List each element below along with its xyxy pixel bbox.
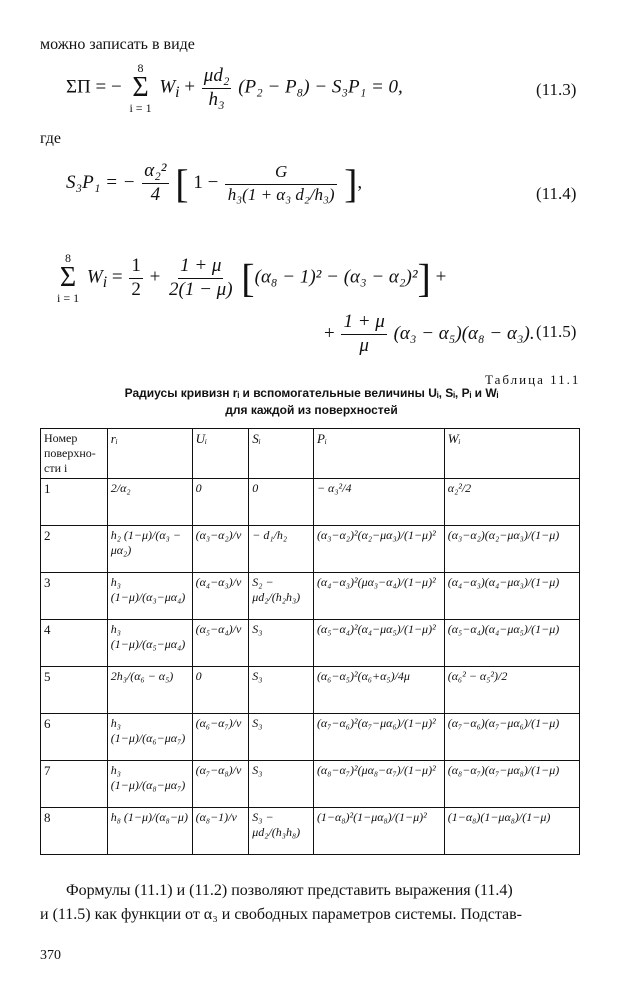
table-cell: 4 bbox=[41, 620, 108, 667]
equals-sign: = bbox=[111, 266, 123, 288]
fraction-denominator: h₃(1 + α₃ d₂/h₃) bbox=[227, 184, 335, 204]
table-cell: − d₁/h₂ bbox=[249, 526, 314, 573]
eq-11-3-sum bbox=[129, 62, 151, 114]
table-cell: 0 bbox=[192, 667, 249, 714]
plus-sign: + bbox=[324, 322, 335, 344]
paragraph-line1: Формулы (11.1) и (11.2) позволяют представить выражения (11.4) bbox=[66, 882, 513, 899]
table-cell: S₃ bbox=[249, 620, 314, 667]
fraction-numerator: 1 bbox=[129, 256, 143, 279]
data-table bbox=[40, 428, 580, 855]
eq-11-5-half bbox=[129, 256, 143, 301]
sigma-symbol: Σ bbox=[59, 262, 77, 293]
eq-11-3-term: W bbox=[159, 76, 176, 98]
sigma-symbol: Σ bbox=[132, 72, 149, 103]
eq-11-4-number: (11.4) bbox=[536, 184, 577, 203]
plus-sign: + bbox=[435, 266, 447, 288]
table-cell: (α₈−1)/ν bbox=[192, 808, 249, 855]
table-cell: (α₇−α₈)/ν bbox=[192, 761, 249, 808]
table-row bbox=[41, 808, 580, 855]
eq-11-5-number: (11.5) bbox=[536, 322, 577, 341]
table-row bbox=[41, 620, 580, 667]
table-cell: 2 bbox=[41, 526, 108, 573]
paragraph-line2: и (11.5) как функции от α₃ и свободных параметров системы. Подстав- bbox=[40, 906, 522, 923]
plus-sign: + bbox=[149, 266, 161, 288]
fraction-numerator: μd₂ bbox=[202, 66, 232, 89]
table-cell: h₃ (1−μ)/(α₆−μα₇) bbox=[107, 714, 192, 761]
table-cell: S₃ − μd₂/(h₃h₈) bbox=[249, 808, 314, 855]
header-cell: Uᵢ bbox=[192, 429, 249, 479]
header-cell: Wᵢ bbox=[444, 429, 579, 479]
fraction-denominator: μ bbox=[359, 334, 369, 356]
table-label: Таблица 11.1 bbox=[485, 372, 581, 387]
table-row bbox=[41, 526, 580, 573]
table-row bbox=[41, 479, 580, 526]
equation-11-5-line2 bbox=[324, 312, 535, 357]
table-cell: S₂ − μd₂/(h₂h₃) bbox=[249, 573, 314, 620]
fraction-denominator: 2 bbox=[131, 278, 141, 300]
fraction-numerator: 1 + μ bbox=[178, 256, 223, 279]
eq-11-3-rest: (P₂ − P₈) − S₃P₁ = 0, bbox=[238, 76, 403, 98]
table-header-row bbox=[41, 429, 580, 479]
table-cell: (α₈−α₇)(α₇−μα₈)/(1−μ) bbox=[444, 761, 579, 808]
header-cell: Sᵢ bbox=[249, 429, 314, 479]
page-number: 370 bbox=[40, 948, 61, 963]
table-cell: (α₃−α₂)²(α₂−μα₃)/(1−μ)² bbox=[313, 526, 444, 573]
eq-11-5-line2-body: (α₃ − α₅)(α₈ − α₃). bbox=[393, 322, 535, 344]
where-text: где bbox=[40, 130, 62, 147]
table-cell: (1−α₈)²(1−μα₈)/(1−μ)² bbox=[313, 808, 444, 855]
eq-11-3-lhs: ΣΠ = − bbox=[66, 76, 122, 98]
table-row bbox=[41, 714, 580, 761]
table-cell: (α₃−α₂)/ν bbox=[192, 526, 249, 573]
table-row bbox=[41, 761, 580, 808]
equation-11-5-line1 bbox=[54, 252, 446, 304]
eq-11-4-alpha-fraction bbox=[142, 161, 168, 206]
eq-11-3-sub: i bbox=[175, 84, 180, 102]
header-cell: Номер поверхности i bbox=[41, 429, 108, 479]
table-cell: 6 bbox=[41, 714, 108, 761]
table-cell: (α₄−α₃)/ν bbox=[192, 573, 249, 620]
header-cell: rᵢ bbox=[107, 429, 192, 479]
sum-upper-limit: 8 bbox=[137, 61, 144, 75]
table-cell: (α₅−α₄)²(α₄−μα₅)/(1−μ)² bbox=[313, 620, 444, 667]
table-caption-line2: для каждой из поверхностей bbox=[225, 403, 398, 417]
sum-lower-limit: i = 1 bbox=[57, 291, 80, 305]
table-cell: 2/α₂ bbox=[107, 479, 192, 526]
fraction-numerator: G bbox=[225, 163, 337, 185]
table-cell: 5 bbox=[41, 667, 108, 714]
left-bracket: [ bbox=[175, 161, 189, 206]
left-bracket: [ bbox=[241, 255, 255, 301]
table-cell: (α₈−α₇)²(μα₈−α₇)/(1−μ)² bbox=[313, 761, 444, 808]
right-bracket: ] bbox=[344, 161, 358, 206]
eq-11-5-sum bbox=[57, 252, 79, 304]
table-cell: (α₇−α₆)²(α₇−μα₆)/(1−μ)² bbox=[313, 714, 444, 761]
table-cell: (1−α₈)(1−μα₈)/(1−μ) bbox=[444, 808, 579, 855]
equation-11-4 bbox=[66, 160, 362, 207]
table-cell: S₃ bbox=[249, 667, 314, 714]
table-cell: h₃ (1−μ)/(α₅−μα₄) bbox=[107, 620, 192, 667]
table-cell: α₂²/2 bbox=[444, 479, 579, 526]
table-cell: S₃ bbox=[249, 714, 314, 761]
fraction-denominator: 4 bbox=[150, 184, 161, 205]
fraction-numerator: 1 + μ bbox=[341, 312, 386, 335]
right-bracket: ] bbox=[417, 255, 431, 301]
eq-11-4-tail: , bbox=[357, 171, 363, 193]
table-cell: 3 bbox=[41, 573, 108, 620]
eq-11-5-sub: i bbox=[102, 274, 108, 292]
table-cell: 2h₃/(α₆ − α₅) bbox=[107, 667, 192, 714]
table-cell: h₃ (1−μ)/(α₈−μα₇) bbox=[107, 761, 192, 808]
table-cell: (α₄−α₃)²(μα₃−α₄)/(1−μ)² bbox=[313, 573, 444, 620]
table-cell: h₂ (1−μ)/(α₃ − μα₂) bbox=[107, 526, 192, 573]
eq-11-4-g-fraction bbox=[225, 163, 337, 204]
eq-11-4-lhs: S₃P₁ = − bbox=[66, 171, 136, 193]
header-cell: Pᵢ bbox=[313, 429, 444, 479]
table-cell: 1 bbox=[41, 479, 108, 526]
sum-lower-limit: i = 1 bbox=[129, 101, 152, 115]
table-cell: (α₄−α₃)(α₄−μα₃)/(1−μ) bbox=[444, 573, 579, 620]
table-cell: (α₆−α₅)²(α₆+α₅)/4μ bbox=[313, 667, 444, 714]
table-cell: h₃ (1−μ)/(α₃−μα₄) bbox=[107, 573, 192, 620]
table-cell: − α₃²/4 bbox=[313, 479, 444, 526]
table-cell: (α₅−α₄)/ν bbox=[192, 620, 249, 667]
equation-11-3: ΣΠ = − 8 Σ i = 1 $W_i$ + $\frac{\text{μd₂}}{\text{h₃}}$ (P₂ − P₈) − S₃P₁ = 0, bbox=[66, 61, 403, 115]
eq-11-3-fraction bbox=[202, 66, 232, 111]
eq-11-4-one-minus: 1 − bbox=[193, 171, 219, 193]
table-cell: (α₃−α₂)(α₂−μα₃)/(1−μ) bbox=[444, 526, 579, 573]
table-cell: (α₆−α₇)/ν bbox=[192, 714, 249, 761]
table-cell: (α₆² − α₅²)/2 bbox=[444, 667, 579, 714]
intro-text: можно записать в виде bbox=[40, 36, 195, 53]
eq-11-5-mu-fraction bbox=[167, 256, 235, 301]
table-cell: (α₇−α₆)(α₇−μα₆)/(1−μ) bbox=[444, 714, 579, 761]
fraction-numerator: α₂² bbox=[142, 161, 168, 184]
table-cell: 7 bbox=[41, 761, 108, 808]
table-row bbox=[41, 573, 580, 620]
table-row bbox=[41, 667, 580, 714]
eq-11-5-lhs: W bbox=[86, 266, 103, 288]
eq-11-5-mu2-fraction bbox=[341, 312, 386, 357]
table-cell: 0 bbox=[249, 479, 314, 526]
table-cell: S₃ bbox=[249, 761, 314, 808]
fraction-denominator: h₃ bbox=[208, 88, 225, 110]
sum-upper-limit: 8 bbox=[65, 251, 72, 265]
table-cell: (α₅−α₄)(α₄−μα₅)/(1−μ) bbox=[444, 620, 579, 667]
eq-11-5-body: (α₈ − 1)² − (α₃ − α₂)² bbox=[254, 266, 418, 288]
eq-11-3-number: (11.3) bbox=[536, 80, 577, 99]
table-cell: h₈ (1−μ)/(α₈−μ) bbox=[107, 808, 192, 855]
table-cell: 8 bbox=[41, 808, 108, 855]
fraction-denominator: 2(1 − μ) bbox=[169, 278, 233, 300]
table-cell: 0 bbox=[192, 479, 249, 526]
table-caption-line1: Радиусы кривизн rᵢ и вспомогательные величины Uᵢ, Sᵢ, Pᵢ и Wᵢ bbox=[124, 386, 499, 400]
